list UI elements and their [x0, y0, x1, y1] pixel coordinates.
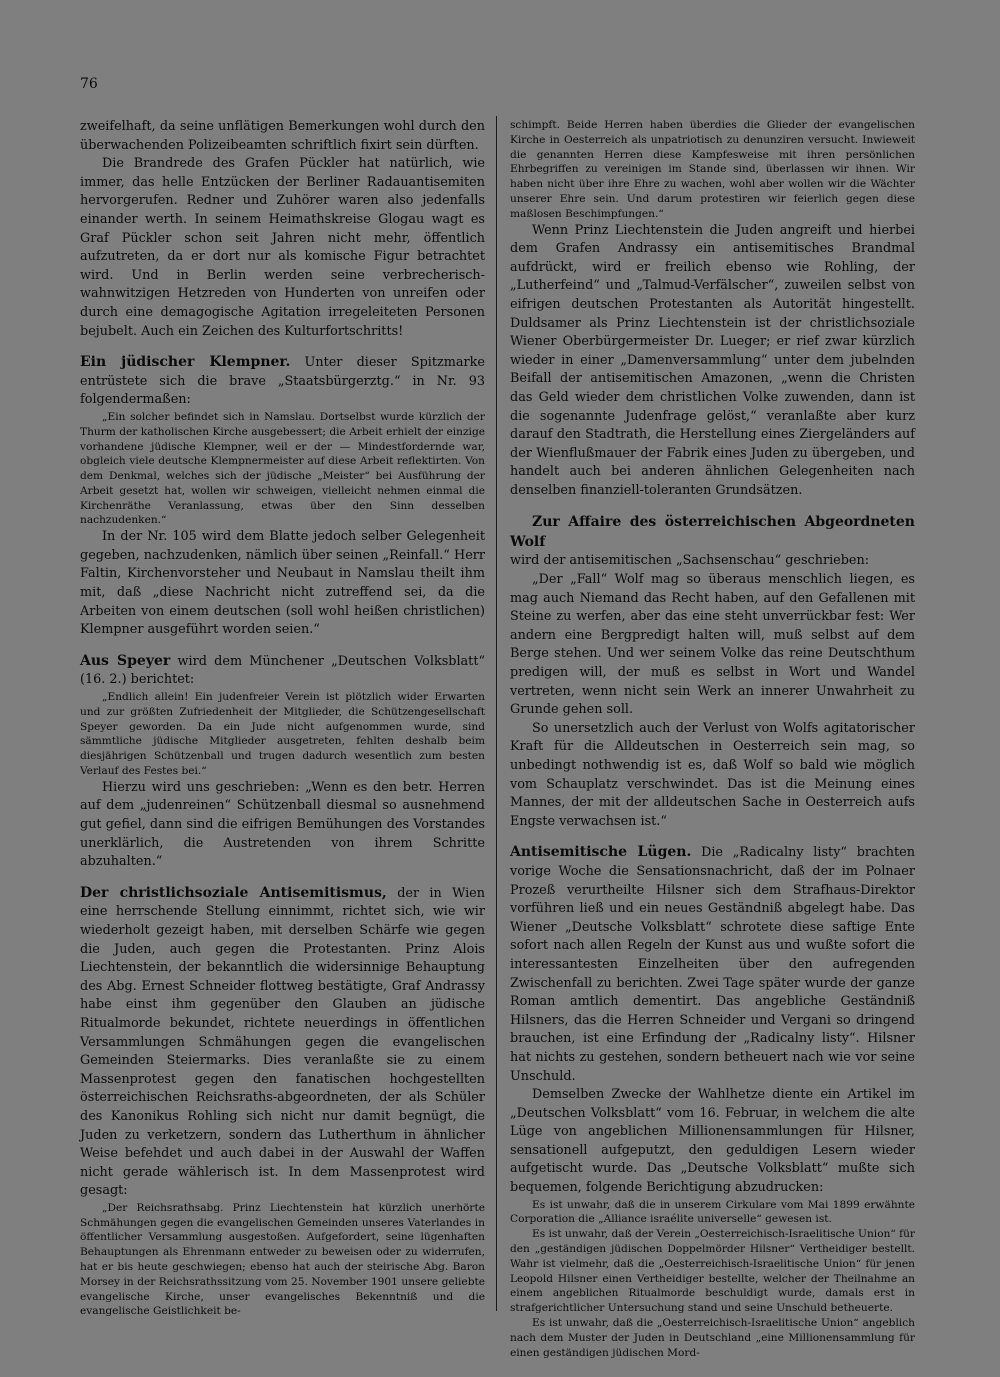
paragraph: Wenn Prinz Liechtenstein die Juden angreift und hierbei dem Grafen Andrassy ein antisemitisches Brandmal aufdrückt, wird er freilich ebenso wie Rohling, der „Lutherfeind“ und „Talmud-Verfälscher“, zuweilen selbst von eifrigen deutschen Protestanten als Autorität hingestellt. Duldsamer als Prinz Liechtenstein ist der christlichsoziale Wiener Oberbürgermeister Dr. Lueger; er rief zwar kürzlich wieder in einer „Damenversammlung“ unter dem jubelnden Beifall der antisemitischen Amazonen, „wenn die Christen das Geld wieder dem christlichen Volke zuwenden, dann ist die sogenannte Judenfrage gelöst,“ veranlaßte aber kurz darauf den Stadtrath, die Herstellung eines Ziergeländers auf der Wienflußmauer der Fabrik eines Juden zu übergeben, und handelt auch bei anderen ähnlichen Gelegenheiten nach denselben finanziell-toleranten Grundsätzen. [510, 222, 915, 498]
paragraph: Die „Radicalny listy“ brachten vorige Woche die Sensationsnachricht, daß der im Polnaer Prozeß verurtheilte Hilsner sich dem Strafhaus-Direktor vorführen ließ und ein neues Geständniß abgelegt habe. Das Wiener „Deutsche Volksblatt“ schrotete diese saftige Ente sofort nach allen Regeln der Kunst aus und wußte sofort die interessantesten Einzelheiten über den aufregenden Zwischenfall zu berichten. Zwei Tage später wurde der ganze Roman amtlich dementirt. Das angebliche Geständniß Hilsners, das die Herren Schneider und Vergani so dringend brauchen, ist eine Erfindung der „Radicalny listy“. Hilsner hat nichts zu gestehen, sondern betheuert nach wie vor seine Unschuld. [510, 845, 915, 1084]
right-column [510, 118, 915, 1360]
quote: „Der Reichsrathsabg. Prinz Liechtenstein hat kürzlich unerhörte Schmähungen gegen die evangelischen Gemeinden unseres Vaterlandes in öffentlicher Versammlung ausgestoßen. Aufgefordert, seine lügenhaften Behauptungen als Ehrenmann entweder zu beweisen oder zu widerrufen, hat er bis heute geschwiegen; ebenso hat auch der steirische Abg. Baron Morsey in der Reichsrathssitzung vom 25. November 1901 unsere geliebte evangelische Kirche, unser evangelisches Bekenntniß und die evangelische Geistlichkeit be- [80, 1201, 485, 1318]
quote: „Ein solcher befindet sich in Namslau. Dortselbst wurde kürzlich der Thurm der katholischen Kirche ausgebessert; die Arbeit erhielt der einzige vorhandene jüdische Klempner, weil er der — Mindestfordernde war, obgleich viele deutsche Klempnermeister auf diese Arbeit reflektirten. Von dem Denkmal, welches sich der jüdische „Meister“ bei Ausführung der Arbeit gesetzt hat, wollen wir schweigen, vielleicht nehmen einmal die Kirchenräthe Veranlassung, etwas über den Sinn desselben nachzudenken.“ [80, 410, 485, 527]
paragraph: In der Nr. 105 wird dem Blatte jedoch selber Gelegenheit gegeben, nachzudenken, nämlich über seinen „Reinfall.“ Herr Faltin, Kirchenvorsteher und Neubaut in Namslau theilt ihm mit, daß „diese Nachricht nicht zutreffend sei, da die Arbeiten von einem deutschen (soll wohl heißen christlichen) Klempner ausgeführt worden seien.“ [80, 529, 485, 638]
article-heading: Zur Affaire des österreichischen Abgeordneten Wolf [510, 514, 915, 551]
quote: „Endlich allein! Ein judenfreier Verein ist plötzlich wider Erwarten und zur größten Zufriedenheit der Mitglieder, die Schützengesellschaft Speyer geworden. Da ein Jude nicht aufgenommen wurde, sind sämmtliche jüdische Mitglieder ausgetreten, fehlten deshalb beim diesjährigen Schützenball und trugen dadurch wesentlich zum besten Verlauf des Festes bei.“ [80, 691, 485, 778]
article-heading: Antisemitische Lügen. [510, 844, 692, 861]
paragraph: „Der „Fall“ Wolf mag so überaus menschlich liegen, es mag auch Niemand das Recht haben, auf den Gefallenen mit Steine zu werfen, aber das eine steht unverrückbar fest: Wer andern eine Bergpredigt halten will, muß selbst auf dem Berge stehen. Und wer seinem Volke das reine Deutschthum predigen will, der muß es selbst in Wort und Wandel vertreten, wenn nicht sein Werk an innerer Unwahrheit zu Grunde gehen soll. [510, 572, 915, 718]
paragraph: Hierzu wird uns geschrieben: „Wenn es den betr. Herren auf dem „judenreinen“ Schützenball diesmal so ausnehmend gut gefiel, dann sind die eifrigen Bemühungen des Vorstandes unerklärlich, die Austretenden von ihrem Schritte abzuhalten.“ [80, 779, 485, 870]
paragraph: der in Wien eine herrschende Stellung einnimmt, richtet sich, wie wir wiederholt gezeigt haben, mit derselben Schärfe wie gegen die Juden, auch gegen die Protestanten. Prinz Alois Liechtenstein, der bekanntlich die widersinnige Behauptung des Abg. Ernest Schneider flottweg bestätigte, Graf Andrassy habe einst ihm gegenüber den Glauben an jüdische Ritualmorde bekundet, richtete neuerdings in öffentlichen Versammlungen Schmähungen gegen die evangelischen Gemeinden Steiermarks. Dies veranlaßte sie zu einem Massenprotest gegen den fanatischen hochgestellten österreichischen Reichsraths-abgeordneten, der als Schüler des Kanonikus Rohling sich nicht nur damit begnügt, die Juden zu verketzern, sondern das Lutherthum in ähnlicher Weise befehdet und auch dabei in der Auswahl der Waffen nicht gerade wählerisch ist. In dem Massenprotest wird gesagt: [80, 885, 485, 1199]
paragraph: wird der antisemitischen „Sachsenschau“ geschrieben: [510, 553, 870, 569]
quote: Es ist unwahr, daß der Verein „Oesterreichisch-Israelitische Union“ für den „geständigen jüdischen Doppelmörder Hilsner“ Vertheidiger bestellt. Wahr ist vielmehr, daß die „Oesterreichisch-Israelitische Union“ für jenen Leopold Hilsner einen Vertheidiger bestellte, welcher der Theilnahme an einem angeblichen Ritualmorde beschuldigt wurde, damals erst in strafgerichtlicher Untersuchung stand und seine Unschuld betheuerte. [510, 1228, 915, 1315]
paragraph: zweifelhaft, da seine unflätigen Bemerkungen wohl durch den überwachenden Polizeibeamten schriftlich fixirt sein dürften. [80, 119, 485, 153]
quote: schimpft. Beide Herren haben überdies die Glieder der evangelischen Kirche in Oesterreich als unpatriotisch zu denunziren versucht. Inwieweit die genannten Herren diese Kampfesweise mit ihren persönlichen Ehrbegriffen zu vereinigen im Stande sind, überlassen wir ihnen. Wir haben nicht über ihre Ehre zu wachen, wohl aber wollen wir die Wächter unserer Ehre sein. Und darum protestiren wir feierlich gegen diese maßlosen Beschimpfungen.“ [510, 119, 915, 220]
paragraph: Demselben Zwecke der Wahlhetze diente ein Artikel im „Deutschen Volksblatt“ vom 16. Februar, in welchem die alte Lüge von angeblichen Millionensammlungen für Hilsner, sensationell aufgeputzt, den geduldigen Lesern wieder aufgetischt wurde. Das „Deutsche Volksblatt“ mußte sich bequemen, folgende Berichtigung abzudrucken: [510, 1087, 915, 1196]
paragraph: wird dem Münchener „Deutschen Volksblatt“ (16. 2.) berichtet: [80, 653, 486, 688]
quote: Es ist unwahr, daß die „Oesterreichisch-Israelitische Union“ angeblich nach dem Muster der Juden in Deutschland „eine Millionensammlung für einen geständigen jüdischen Mord- [510, 1317, 915, 1359]
left-column [80, 118, 485, 1319]
column-divider [496, 116, 497, 1311]
article-heading: Aus Speyer [80, 652, 171, 669]
quote: Es ist unwahr, daß die in unserem Cirkulare vom Mai 1899 erwähnte Corporation die „Alliance israélite universelle“ gewesen ist. [510, 1198, 915, 1226]
paragraph: Unter dieser Spitzmarke entrüstete sich die brave „Staatsbürgerztg.“ in Nr. 93 folgendermaßen: [80, 355, 485, 408]
article-heading: Der christlichsoziale Antisemitismus, [80, 884, 387, 901]
article-heading: Ein jüdischer Klempner. [80, 354, 291, 371]
paragraph: Die Brandrede des Grafen Pückler hat natürlich, wie immer, das helle Entzücken der Berliner Radauantisemiten hervorgerufen. Redner und Zuhörer waren also jedenfalls einander werth. In seinem Heimathskreise Glogau wagt es Graf Pückler schon seit Jahren nicht mehr, öffentlich aufzutreten, da er dort nur als komische Figur betrachtet wird. Und in Berlin werden seine verbrecherisch-wahnwitzigen Hetzreden von Hunderten von unreifen oder durch eine demagogische Agitation irregeleiteten Personen bejubelt. Auch ein Zeichen des Kulturfortschritts! [80, 156, 485, 339]
page-number: 76 [80, 76, 98, 92]
paragraph: So unersetzlich auch der Verlust von Wolfs agitatorischer Kraft für die Alldeutschen in Oesterreich sein mag, so unbedingt nothwendig ist es, daß Wolf so bald wie möglich vom Schauplatz verschwindet. Das ist die Meinung eines Mannes, der mit der alldeutschen Sache in Oesterreich aufs Engste verwachsen ist.“ [510, 720, 915, 829]
